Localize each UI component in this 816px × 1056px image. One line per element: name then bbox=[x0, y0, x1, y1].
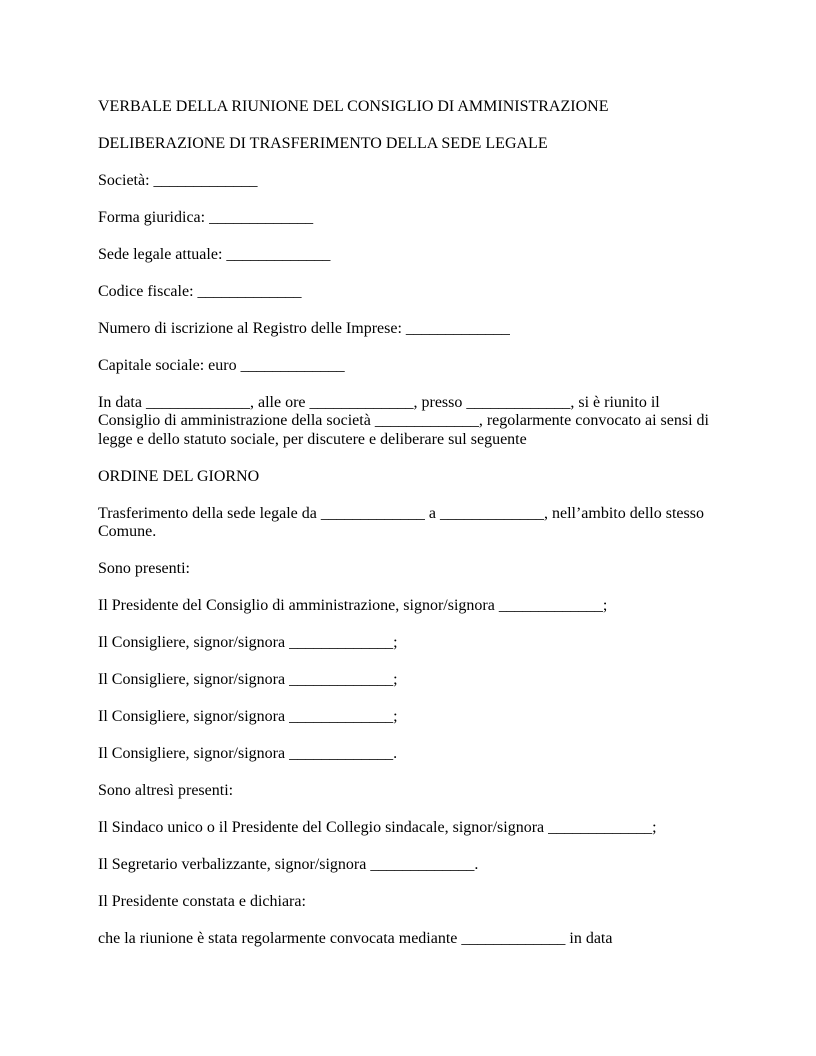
field-sede-legale-attuale: Sede legale attuale: _____________ bbox=[98, 246, 331, 263]
field-codice-fiscale: Codice fiscale: _____________ bbox=[98, 283, 302, 300]
field-capitale-sociale: Capitale sociale: euro _____________ bbox=[98, 357, 345, 374]
attendee-auditor: Il Sindaco unico o il Presidente del Collegio sindacale, signor/signora _____________; bbox=[98, 819, 657, 837]
attendee-councillor: Il Consigliere, signor/signora _____________; bbox=[98, 708, 398, 726]
field-numero-registro-imprese: Numero di iscrizione al Registro delle Imprese: _____________ bbox=[98, 320, 510, 337]
attendee-councillor: Il Consigliere, signor/signora _____________; bbox=[98, 634, 398, 652]
attendees-heading: Sono presenti: bbox=[98, 560, 190, 578]
declaration-text: che la riunione è stata regolarmente convocata mediante _____________ in data bbox=[98, 930, 613, 948]
attendee-councillor: Il Consigliere, signor/signora _____________; bbox=[98, 671, 398, 689]
agenda-item: Trasferimento della sede legale da _____________ a _____________, nell’ambito dello stesso Comune. bbox=[98, 504, 704, 541]
attendee-president: Il Presidente del Consiglio di amministrazione, signor/signora _____________; bbox=[98, 597, 608, 615]
other-attendees-heading: Sono altresì presenti: bbox=[98, 782, 234, 800]
agenda-heading: ORDINE DEL GIORNO bbox=[98, 467, 260, 485]
document-body bbox=[98, 98, 720, 967]
attendee-secretary: Il Segretario verbalizzante, signor/signora _____________. bbox=[98, 856, 479, 874]
document-subtitle: DELIBERAZIONE DI TRASFERIMENTO DELLA SEDE LEGALE bbox=[98, 135, 548, 152]
meeting-intro-paragraph: In data _____________, alle ore _____________, presso _____________, si è riunito il Consiglio di amministrazione della società _____________, regolarmente convocato ai sensi di legge e dello statuto sociale, per discutere e deliberare sul seguente bbox=[98, 394, 709, 448]
field-forma-giuridica: Forma giuridica: _____________ bbox=[98, 209, 314, 226]
field-societa: Società: _____________ bbox=[98, 172, 258, 189]
document-title: VERBALE DELLA RIUNIONE DEL CONSIGLIO DI AMMINISTRAZIONE bbox=[98, 98, 609, 115]
attendee-councillor: Il Consigliere, signor/signora _____________. bbox=[98, 745, 398, 763]
declaration-heading: Il Presidente constata e dichiara: bbox=[98, 893, 306, 911]
